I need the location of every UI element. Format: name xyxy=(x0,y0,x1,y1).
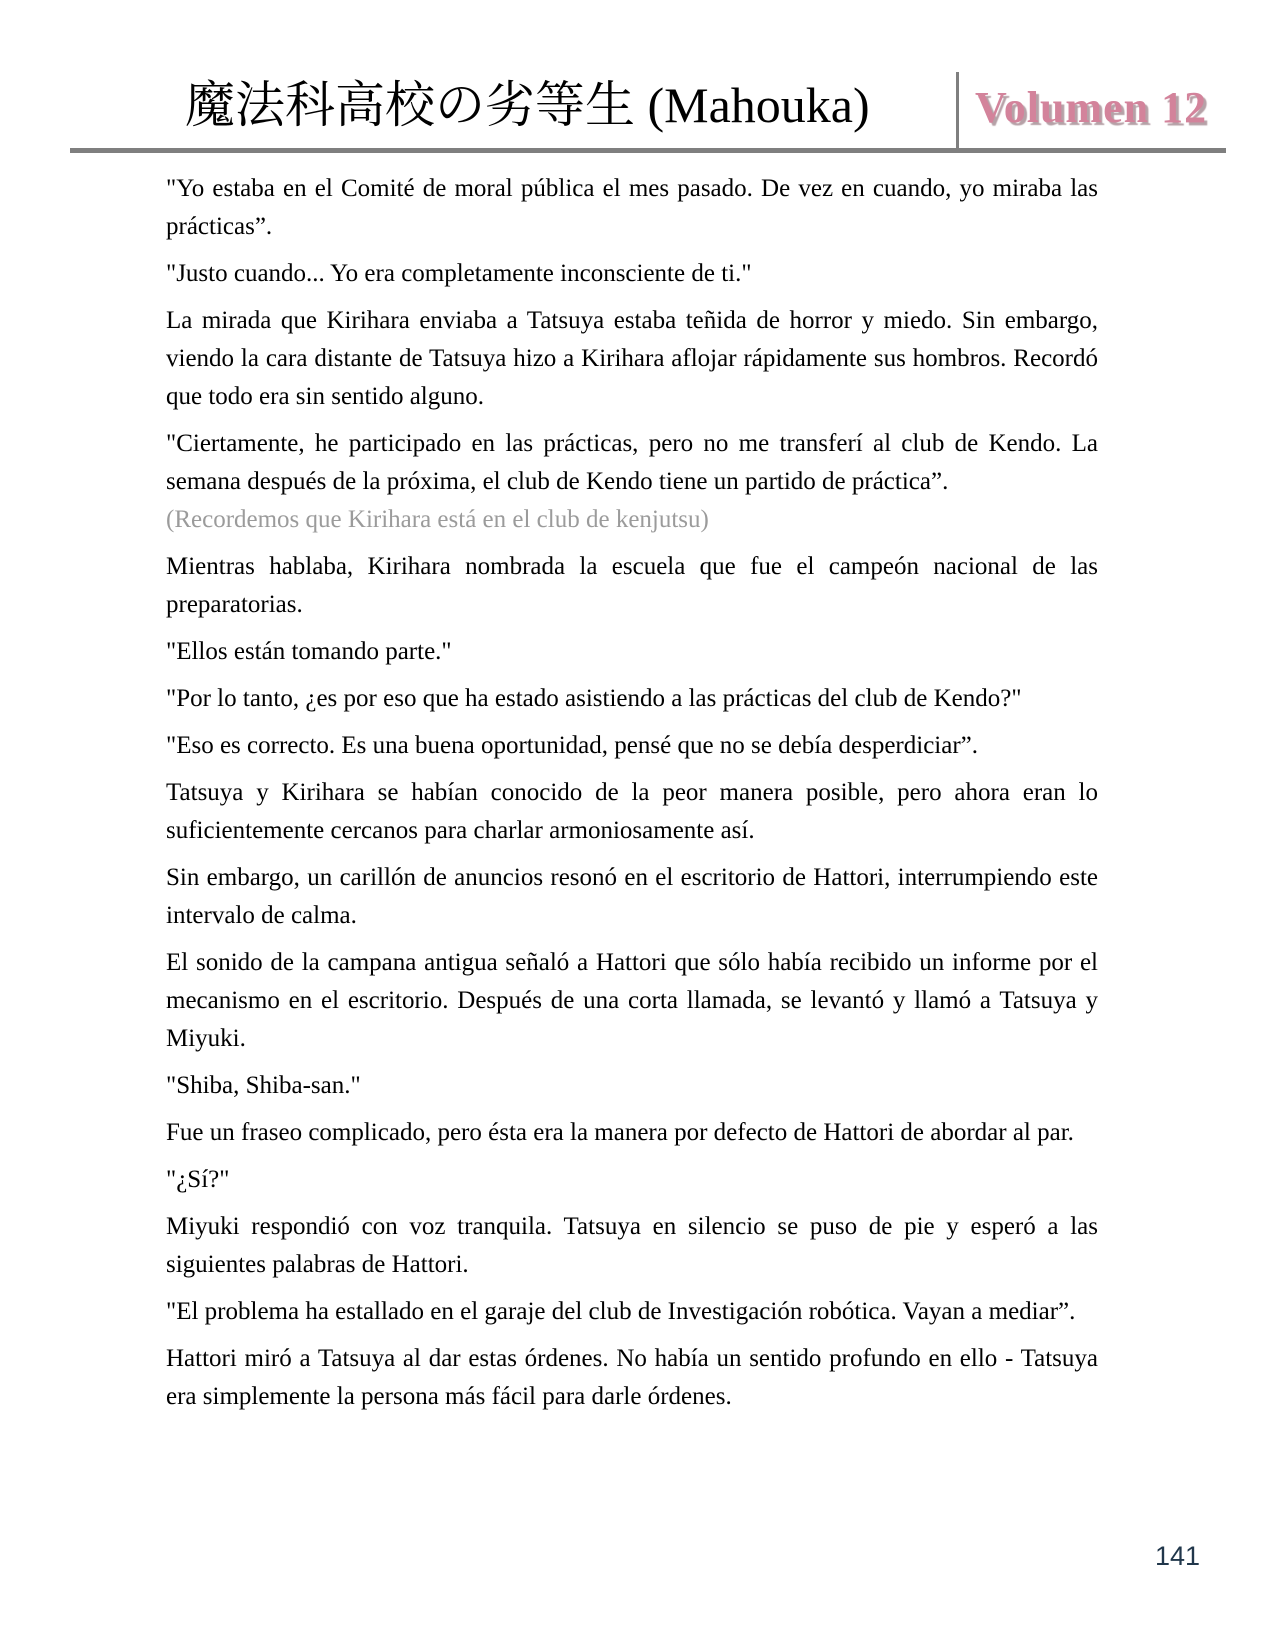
paragraph: Fue un fraseo complicado, pero ésta era la manera por defecto de Hattori de abordar al par. xyxy=(166,1119,1074,1146)
page-body xyxy=(166,170,1098,1425)
paragraph: "Shiba, Shiba-san." xyxy=(166,1072,361,1099)
paragraph: "Por lo tanto, ¿es por eso que ha estado asistiendo a las prácticas del club de Kendo?" xyxy=(166,685,1022,712)
paragraph: Tatsuya y Kirihara se habían conocido de la peor manera posible, pero ahora eran lo suficientemente cercanos para charlar armoniosamente así. xyxy=(166,779,1098,844)
paragraph: "Justo cuando... Yo era completamente inconsciente de ti." xyxy=(166,260,752,287)
paragraph: "¿Sí?" xyxy=(166,1166,230,1193)
paragraph: El sonido de la campana antigua señaló a Hattori que sólo había recibido un informe por el mecanismo en el escritorio. Después de una corta llamada, se levantó y llamó a Tatsuya y Miyuki. xyxy=(166,949,1098,1052)
translator-note: (Recordemos que Kirihara está en el club de kenjutsu) xyxy=(166,506,709,533)
volume-label: Volumen 12 xyxy=(975,83,1208,132)
header-rule xyxy=(70,148,1226,153)
paragraph: La mirada que Kirihara enviaba a Tatsuya estaba teñida de horror y miedo. Sin embargo, viendo la cara distante de Tatsuya hizo a Kirihara aflojar rápidamente sus hombros. Recordó que todo era sin sentido alguno. xyxy=(166,307,1098,410)
document-title: 魔法科高校の劣等生 (Mahouka) xyxy=(185,77,870,133)
paragraph: Miyuki respondió con voz tranquila. Tatsuya en silencio se puso de pie y esperó a las siguientes palabras de Hattori. xyxy=(166,1213,1098,1278)
paragraph: Mientras hablaba, Kirihara nombrada la escuela que fue el campeón nacional de las preparatorias. xyxy=(166,553,1098,618)
paragraph: "El problema ha estallado en el garaje del club de Investigación robótica. Vayan a mediar”. xyxy=(166,1298,1076,1325)
paragraph: Sin embargo, un carillón de anuncios resonó en el escritorio de Hattori, interrumpiendo este intervalo de calma. xyxy=(166,864,1098,929)
page-number: 141 xyxy=(1154,1541,1200,1571)
paragraph: "Ellos están tomando parte." xyxy=(166,638,452,665)
header-divider xyxy=(956,72,959,153)
paragraph: Hattori miró a Tatsuya al dar estas órdenes. No había un sentido profundo en ello - Tatsuya era simplemente la persona más fácil para darle órdenes. xyxy=(166,1345,1098,1410)
paragraph xyxy=(166,425,1098,539)
paragraph-text: "Ciertamente, he participado en las prácticas, pero no me transferí al club de Kendo. La semana después de la próxima, el club de Kendo tiene un partido de práctica”. xyxy=(166,430,1098,495)
paragraph: "Yo estaba en el Comité de moral pública el mes pasado. De vez en cuando, yo miraba las prácticas”. xyxy=(166,175,1098,240)
paragraph: "Eso es correcto. Es una buena oportunidad, pensé que no se debía desperdiciar”. xyxy=(166,732,978,759)
